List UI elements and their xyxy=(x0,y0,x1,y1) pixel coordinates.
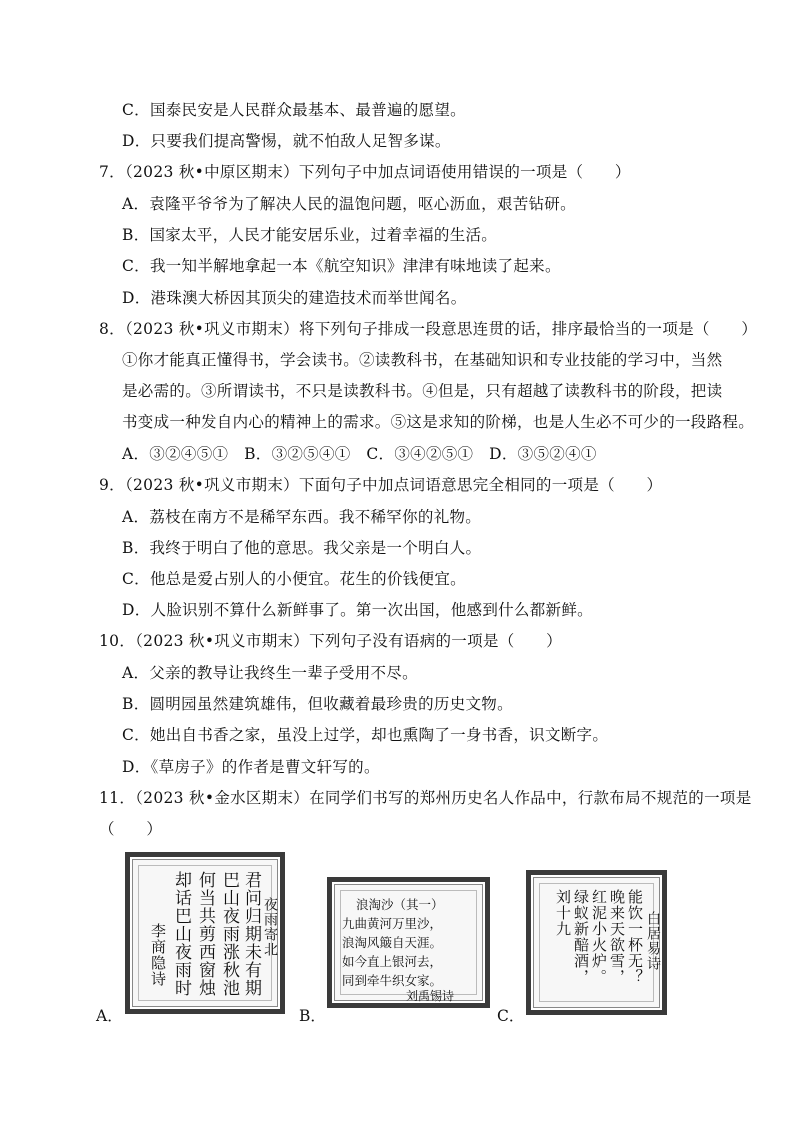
image-a-col-4: 却话巴山夜雨时 xyxy=(171,871,191,997)
option-d10: D．《草房子》的作者是曹文轩写的。 xyxy=(122,758,380,776)
image-a-col-1: 君问归期未有期 xyxy=(241,871,261,997)
option-c9: C．他总是爱占别人的小便宜。花生的价钱便宜。 xyxy=(122,570,466,588)
option-a9: A．荔枝在南方不是稀罕东西。我不稀罕你的礼物。 xyxy=(122,508,482,526)
image-a-col-2: 巴山夜雨涨秋池 xyxy=(219,871,239,997)
image-b-label: B． xyxy=(299,1007,326,1025)
question-8-text-2: 是必需的。③所谓读书，不只是读教科书。④但是，只有超越了读教科书的阶段，把读 xyxy=(122,382,723,400)
option-c6: C．国泰民安是人民群众最基本、最普遍的愿望。 xyxy=(122,101,466,119)
option-a10: A．父亲的教导让我终生一辈子受用不尽。 xyxy=(122,664,418,682)
option-b7: B．国家太平，人民才能安居乐业，过着幸福的生活。 xyxy=(122,226,498,244)
question-8: 8．（2023 秋•巩义市期末）将下列句子排成一段意思连贯的话，排序最恰当的一项是（ ） xyxy=(99,320,758,338)
image-c-col-4: 绿蚁新醅酒， xyxy=(572,889,590,985)
option-b10: B．圆明园虽然建筑雄伟，但收藏着最珍贵的历史文物。 xyxy=(122,695,513,713)
image-a-author: 李商隐诗 xyxy=(149,923,167,987)
option-c10: C．她出自书香之家，虽没上过学，却也熏陶了一身书香，识文断字。 xyxy=(122,726,609,744)
calligraphy-image-b xyxy=(327,877,490,1008)
image-b-author: 刘禹锡诗 xyxy=(406,989,455,1003)
question-11: 11．（2023 秋•金水区期末）在同学们书写的郑州历史名人作品中，行款布局不规范的一项是 xyxy=(99,789,752,807)
image-c-col-3: 红泥小火炉。 xyxy=(590,889,608,985)
image-b-line-4: 同到牵牛织女家。 xyxy=(342,973,443,988)
image-b-line-2: 浪淘风簸自天涯。 xyxy=(342,935,443,950)
image-a-col-3: 何当共剪西窗烛 xyxy=(195,871,215,997)
image-c-col-2: 晚来天欲雪， xyxy=(608,889,626,985)
image-c-label: C． xyxy=(497,1007,525,1025)
image-c-col-1: 能饮一杯无？ xyxy=(626,889,644,985)
image-b-line-3: 如今直上银河去， xyxy=(342,954,443,969)
question-11-paren: （ ） xyxy=(99,820,163,838)
image-a-title: 夜雨寄北 xyxy=(262,897,278,957)
option-d9: D．人脸识别不算什么新鲜事了。第一次出国，他感到什么都新鲜。 xyxy=(122,601,593,619)
question-8-text-3: 书变成一种发自内心的精神上的需求。⑤这是求知的阶梯，也是人生必不可少的一段路程。 xyxy=(122,413,755,431)
image-c-author: 白居易诗 xyxy=(645,911,661,971)
option-d6: D．只要我们提高警惕，就不怕敌人足智多谋。 xyxy=(122,132,451,150)
image-c-col-5: 刘十九 xyxy=(554,889,572,937)
image-b-title: 浪淘沙（其一） xyxy=(356,897,444,912)
option-a7: A．袁隆平爷爷为了解决人民的温饱问题，呕心沥血，艰苦钻研。 xyxy=(122,195,576,213)
question-8-text-1: ①你才能真正懂得书，学会读书。②读教科书，在基础知识和专业技能的学习中，当然 xyxy=(122,351,723,369)
image-b-line-1: 九曲黄河万里沙， xyxy=(342,916,443,931)
question-9: 9．（2023 秋•巩义市期末）下面句子中加点词语意思完全相同的一项是（ ） xyxy=(99,476,663,494)
option-b9: B．我终于明白了他的意思。我父亲是一个明白人。 xyxy=(122,539,482,557)
options-8: A．③②④⑤① B．③②⑤④① C．③④②⑤① D．③⑤②④① xyxy=(122,445,597,463)
option-c7: C．我一知半解地拿起一本《航空知识》津津有味地读了起来。 xyxy=(122,257,561,275)
calligraphy-image-a xyxy=(125,852,285,1014)
question-7: 7．（2023 秋•中原区期末）下列句子中加点词语使用错误的一项是（ ） xyxy=(99,163,631,181)
question-10: 10．（2023 秋•巩义市期末）下列句子没有语病的一项是（ ） xyxy=(99,632,562,650)
calligraphy-image-c xyxy=(526,870,667,1015)
option-d7: D．港珠澳大桥因其顶尖的建造技术而举世闻名。 xyxy=(122,289,467,307)
image-a-label: A． xyxy=(96,1007,123,1025)
